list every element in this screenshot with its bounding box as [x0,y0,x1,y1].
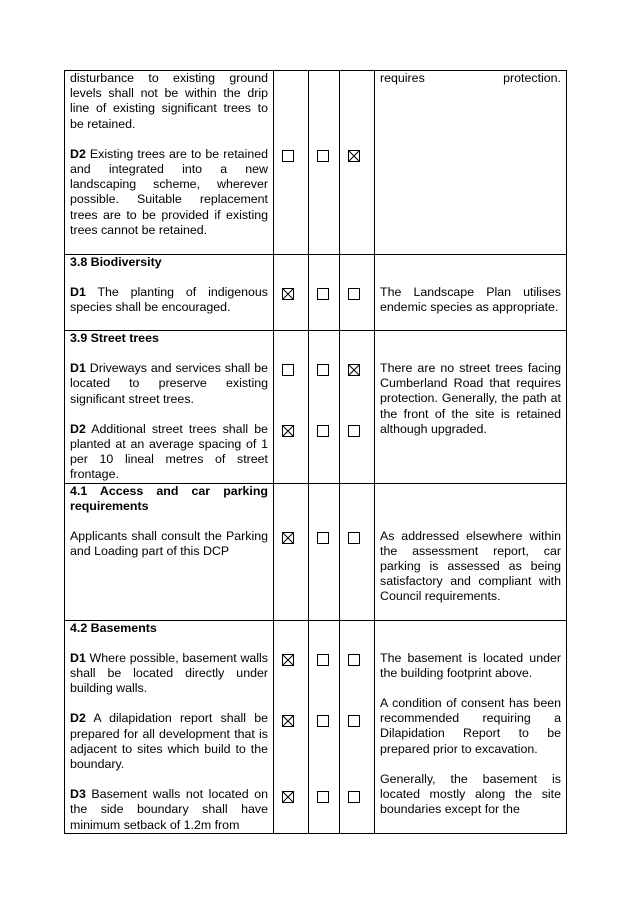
cross-mark-icon [349,151,359,161]
checkbox[interactable] [282,425,294,437]
comment-cell [375,620,567,833]
cross-mark-icon [283,426,293,436]
control-cell [65,71,274,255]
checkbox[interactable] [348,715,360,727]
comment-text: requires protection. [380,71,561,85]
cross-mark-icon [283,533,293,543]
comment-text: A condition of consent has been recommended requiring a Dilapidation Report to be prepared prior to excavation. [380,696,561,756]
comment-text: The Landscape Plan utilises endemic species as appropriate. [380,285,561,315]
control-cell [65,620,274,833]
control-text: disturbance to existing ground levels shall not be within the drip line of existing significant trees to be retained. [70,71,268,131]
checkbox[interactable] [317,150,329,162]
checkbox[interactable] [282,532,294,544]
section-heading: 4.2 Basements [70,620,157,635]
comment-text: Generally, the basement is located mostly along the site boundaries except for the [380,771,561,817]
control-cell [65,331,274,484]
control-text: D1 Where possible, basement walls shall be located directly under building walls. [70,650,268,696]
checkbox[interactable] [317,654,329,666]
cross-mark-icon [283,655,293,665]
control-text: D2 Existing trees are to be retained and integrated into a new landscaping scheme, wherever possible. Suitable replacement trees are to be provided if existing trees cannot be retained. [70,146,268,237]
checkbox[interactable] [317,715,329,727]
checkbox[interactable] [317,425,329,437]
comment-cell [375,71,567,255]
checkbox[interactable] [348,425,360,437]
control-text: D3 Basement walls not located on the side boundary shall have minimum setback of 1.2m from [70,787,268,832]
cross-mark-icon [283,792,293,802]
comment-cell [375,483,567,620]
control-text: D2 A dilapidation report shall be prepared for all development that is adjacent to sites which build to the boundary. [70,711,268,772]
checkbox[interactable] [317,364,329,376]
control-text: Applicants shall consult the Parking and Loading part of this DCP [70,529,268,559]
cross-mark-icon [349,365,359,375]
comment-text: There are no street trees facing Cumberland Road that requires protection. Generally, the path at the front of the site is retained although upgraded. [380,361,561,436]
checkbox[interactable] [348,791,360,803]
section-heading: 3.9 Street trees [70,331,159,345]
control-cell [65,483,274,620]
checkbox[interactable] [282,715,294,727]
checkbox[interactable] [282,654,294,666]
checkbox[interactable] [282,364,294,376]
checkbox[interactable] [348,654,360,666]
table-row [65,331,567,484]
control-text: D2 Additional street trees shall be planted at an average spacing of 1 per 10 lineal metres of street frontage. [70,421,268,482]
checkbox[interactable] [348,532,360,544]
checkbox[interactable] [317,532,329,544]
compliance-table [64,70,567,834]
checkbox[interactable] [282,791,294,803]
checkbox[interactable] [317,288,329,300]
comment-text: As addressed elsewhere within the assessment report, car parking is assessed as being satisfactory and compliant with Council requirements. [380,528,561,604]
section-heading: 4.1 Access and car parking requirements [70,483,268,513]
checkbox[interactable] [282,150,294,162]
control-text: D1 Driveways and services shall be located to preserve existing significant street trees. [70,361,269,406]
checkbox[interactable] [348,150,360,162]
comment-cell [375,255,567,331]
checkbox[interactable] [348,364,360,376]
cross-mark-icon [283,289,293,299]
section-heading: 3.8 Biodiversity [70,255,162,269]
checkbox[interactable] [282,288,294,300]
table-row [65,483,567,620]
table-row [65,71,567,255]
comment-cell [375,331,567,484]
cross-mark-icon [283,716,293,726]
checkbox[interactable] [348,288,360,300]
table-row [65,255,567,331]
table-row [65,620,567,833]
control-text: D1 The planting of indigenous species shall be encouraged. [70,285,269,315]
comment-text: The basement is located under the building footprint above. [380,650,561,680]
checkbox[interactable] [317,791,329,803]
control-cell [65,255,274,331]
